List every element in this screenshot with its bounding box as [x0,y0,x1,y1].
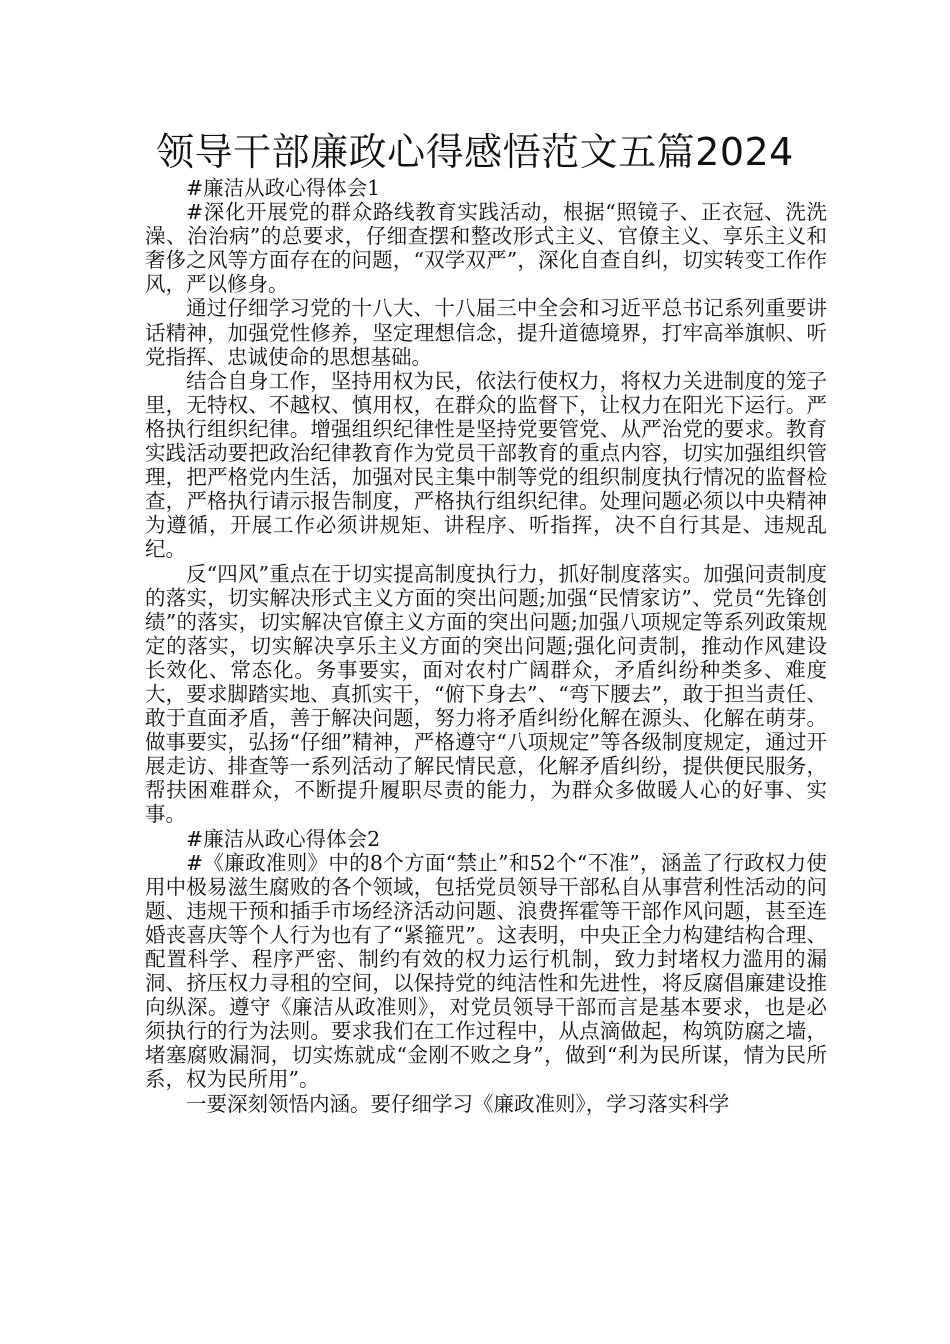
document-title: 领导干部廉政心得感悟范文五篇2024 [156,130,794,174]
paragraph: #《廉政准则》中的8个方面“禁止”和52个“不准”，涵盖了行政权力使用中极易滋生腐败的各个领域，包括党员领导干部私自从事营利性活动的问题、违规干预和插手市场经济活动问题、浪费挥霍等干部作风问题，甚至连婚丧喜庆等个人行为也有了“紧箍咒”。这表明，中央正全力构建结构合理、配置科学、程序严密、制约有效的权力运行机制，致力封堵权力滥用的漏洞、挤压权力寻租的空间，以保持党的纯洁性和先进性，将反腐倡廉建设推向纵深。遵守《廉洁从政准则》，对党员领导干部而言是基本要求，也是必须执行的行为法则。要求我们在工作过程中，从点滴做起，构筑防腐之墙，堵塞腐败漏洞，切实炼就成“金刚不败之身”，做到“利为民所谋，情为民所系，权为民所用”。 [145,850,827,1092]
document-body [145,176,827,1116]
section-heading-2: #廉洁从政心得体会2 [186,826,381,851]
paragraph: 一要深刻领悟内涵。要仔细学习《廉政准则》，学习落实科学 [186,1091,730,1116]
paragraph: 结合自身工作，坚持用权为民，依法行使权力，将权力关进制度的笼子里，无特权、不越权、慎用权，在群众的监督下，让权力在阳光下运行。严格执行组织纪律。增强组织纪律性是坚持党要管党、从严治党的要求。教育实践活动要把政治纪律教育作为党员干部教育的重点内容，切实加强组织管理，把严格党内生活，加强对民主集中制等党的组织制度执行情况的监督检查，严格执行请示报告制度，严格执行组织纪律。处理问题必须以中央精神为遵循，开展工作必须讲规矩、讲程序、听指挥，决不自行其是、违规乱纪。 [145,368,827,562]
paragraph: #深化开展党的群众路线教育实践活动，根据“照镜子、正衣冠、洗洗澡、治治病”的总要求，仔细查摆和整改形式主义、官僚主义、享乐主义和奢侈之风等方面存在的问题，“双学双严”，深化自查自纠，切实转变工作作风，严以修身。 [145,200,827,297]
paragraph: 通过仔细学习党的十八大、十八届三中全会和习近平总书记系列重要讲话精神，加强党性修养，坚定理想信念，提升道德境界，打牢高举旗帜、听党指挥、忠诚使命的思想基础。 [145,296,827,369]
paragraph: 反“四风”重点在于切实提高制度执行力，抓好制度落实。加强问责制度的落实，切实解决形式主义方面的突出问题;加强“民情家访”、党员“先锋创绩”的落实，切实解决官僚主义方面的突出问题;加强八项规定等系列政策规定的落实，切实解决享乐主义方面的突出问题;强化问责制，推动作风建设长效化、常态化。务事要实，面对农村广阔群众，矛盾纠纷种类多、难度大，要求脚踏实地、真抓实干，“俯下身去”、“弯下腰去”，敢于担当责任、敢于直面矛盾，善于解决问题，努力将矛盾纠纷化解在源头、化解在萌芽。做事要实，弘扬“仔细”精神，严格遵守“八项规定”等各级制度规定，通过开展走访、排查等一系列活动了解民情民意，化解矛盾纠纷，提供便民服务，帮扶困难群众，不断提升履职尽责的能力，为群众多做暖人心的好事、实事。 [145,561,827,827]
section-heading-1: #廉洁从政心得体会1 [186,176,381,200]
